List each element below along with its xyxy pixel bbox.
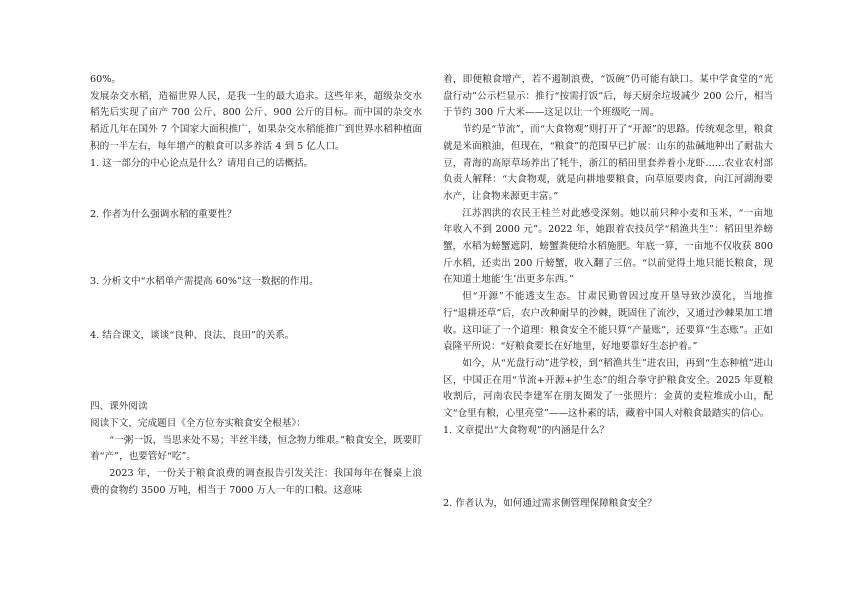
reading-instruction: 阅读下文，完成题目《全方位夯实粮食安全根基》： (90, 418, 306, 430)
right-column (443, 72, 773, 513)
question-1: 1. 文章提出“大食物观”的内涵是什么？ (443, 424, 609, 436)
answer-space (90, 172, 422, 207)
answer-space (443, 439, 773, 496)
question-4: 4. 结合课文，谈谈“良种、良法、良田”的关系。 (90, 329, 295, 341)
paragraph-yuan-longping-goal: 发展杂交水稻，造福世界人民，是我一生的最大追求。这些年来，超级杂交水稻先后实现了亩产 700 公斤、800 公斤、900 公斤的目标。而中国的杂交水稻近几年在国外 7 个国家大面积推广，如果杂交水稻能推广到世界水稻种植面积的一半左右，每年增产的粮食可以多养活 4 到 5 亿人口。 (90, 90, 422, 152)
paragraph-conclusion: 如今，从“光盘行动”进学校，到“稻渔共生”进农田，再到“生态种植”进山区，中国正在用“节流+开源+护生态”的组合拳守护粮食安全。2025 年夏粮收割后，河南农民李建军在朋友圈发了一张照片：金黄的麦粒堆成小山，配文“仓里有粮，心里亮堂”——这朴素的话，藏着中国人对粮食最踏实的信心。 (443, 357, 773, 420)
paragraph-survey: 2023 年，一份关于粮食浪费的调查报告引发关注：我国每年在餐桌上浪费的食物约 3500 万吨，相当于 7000 万人一年的口粮。这意味 (90, 468, 422, 496)
paragraph-intro: “一粥一饭，当思来处不易；半丝半缕，恒念物力维艰。”粮食安全，既要盯着“产”，也要管好“吃”。 (90, 434, 422, 463)
question-3: 3. 分析文中“水稻单产需提高 60%”这一数据的作用。 (90, 275, 319, 287)
paragraph-ecology: 但“开源”不能透支生态。甘肃民勤曾因过度开垦导致沙漠化，当地推行“退耕还草”后，农户改种耐旱的沙棘，既固住了流沙，又通过沙棘果加工增收。这印证了一个道理：粮食安全不能只算“产量账”，还要算“生态账”。正如袁隆平所说：“好粮食要长在好地里，好地要靠好生态护着。” (443, 291, 773, 353)
question-1: 1. 这一部分的中心论点是什么？请用自己的话概括。 (90, 157, 314, 169)
paragraph-continued: 着，即便粮食增产，若不遏制浪费，“饭碗”仍可能有缺口。某中学食堂的“光盘行动”公示栏显示：推行“按需打饭”后，每天厨余垃圾减少 200 公斤，相当于节约 300 斤大米——这足以让一个班级吃一周。 (443, 74, 773, 119)
paragraph-continued: 60%。 (90, 74, 121, 85)
section-heading: 四、课外阅读 (90, 401, 148, 413)
left-column (90, 72, 422, 500)
answer-space (90, 291, 422, 328)
answer-space (90, 224, 422, 274)
question-2: 2. 作者认为，如何通过需求侧管理保障粮食安全？ (443, 498, 657, 510)
paragraph-big-food-view: 节约是“节流”，而“大食物观”则打开了“开源”的思路。传统观念里，粮食就是米面粮油，但现在，“粮食”的范围早已扩展：山东的盐碱地种出了耐盐大豆，青海的高原草场养出了牦牛，浙江的稻田里套养着小龙虾……农业农村部负责人解释：“大食物观，就是向耕地要粮食，向草原要肉食，向江河湖海要水产，让食物来源更丰富。” (443, 124, 773, 202)
paragraph-jiangsu-farmer: 江苏泗洪的农民王桂兰对此感受深刻。她以前只种小麦和玉米，“一亩地年收入不到 2000 元”。2022 年，她跟着农技员学“稻渔共生”：稻田里养螃蟹，水稻为螃蟹遮阴，螃蟹粪便给水稻施肥。年底一算，一亩地不仅收获 800 斤水稻，还卖出 200 斤螃蟹，收入翻了三倍。“以前觉得土地只能长粮食，现在知道土地能‘生’出更多东西。” (443, 207, 773, 286)
question-2: 2. 作者为什么强调水稻的重要性？ (90, 209, 237, 221)
answer-space (90, 344, 422, 399)
